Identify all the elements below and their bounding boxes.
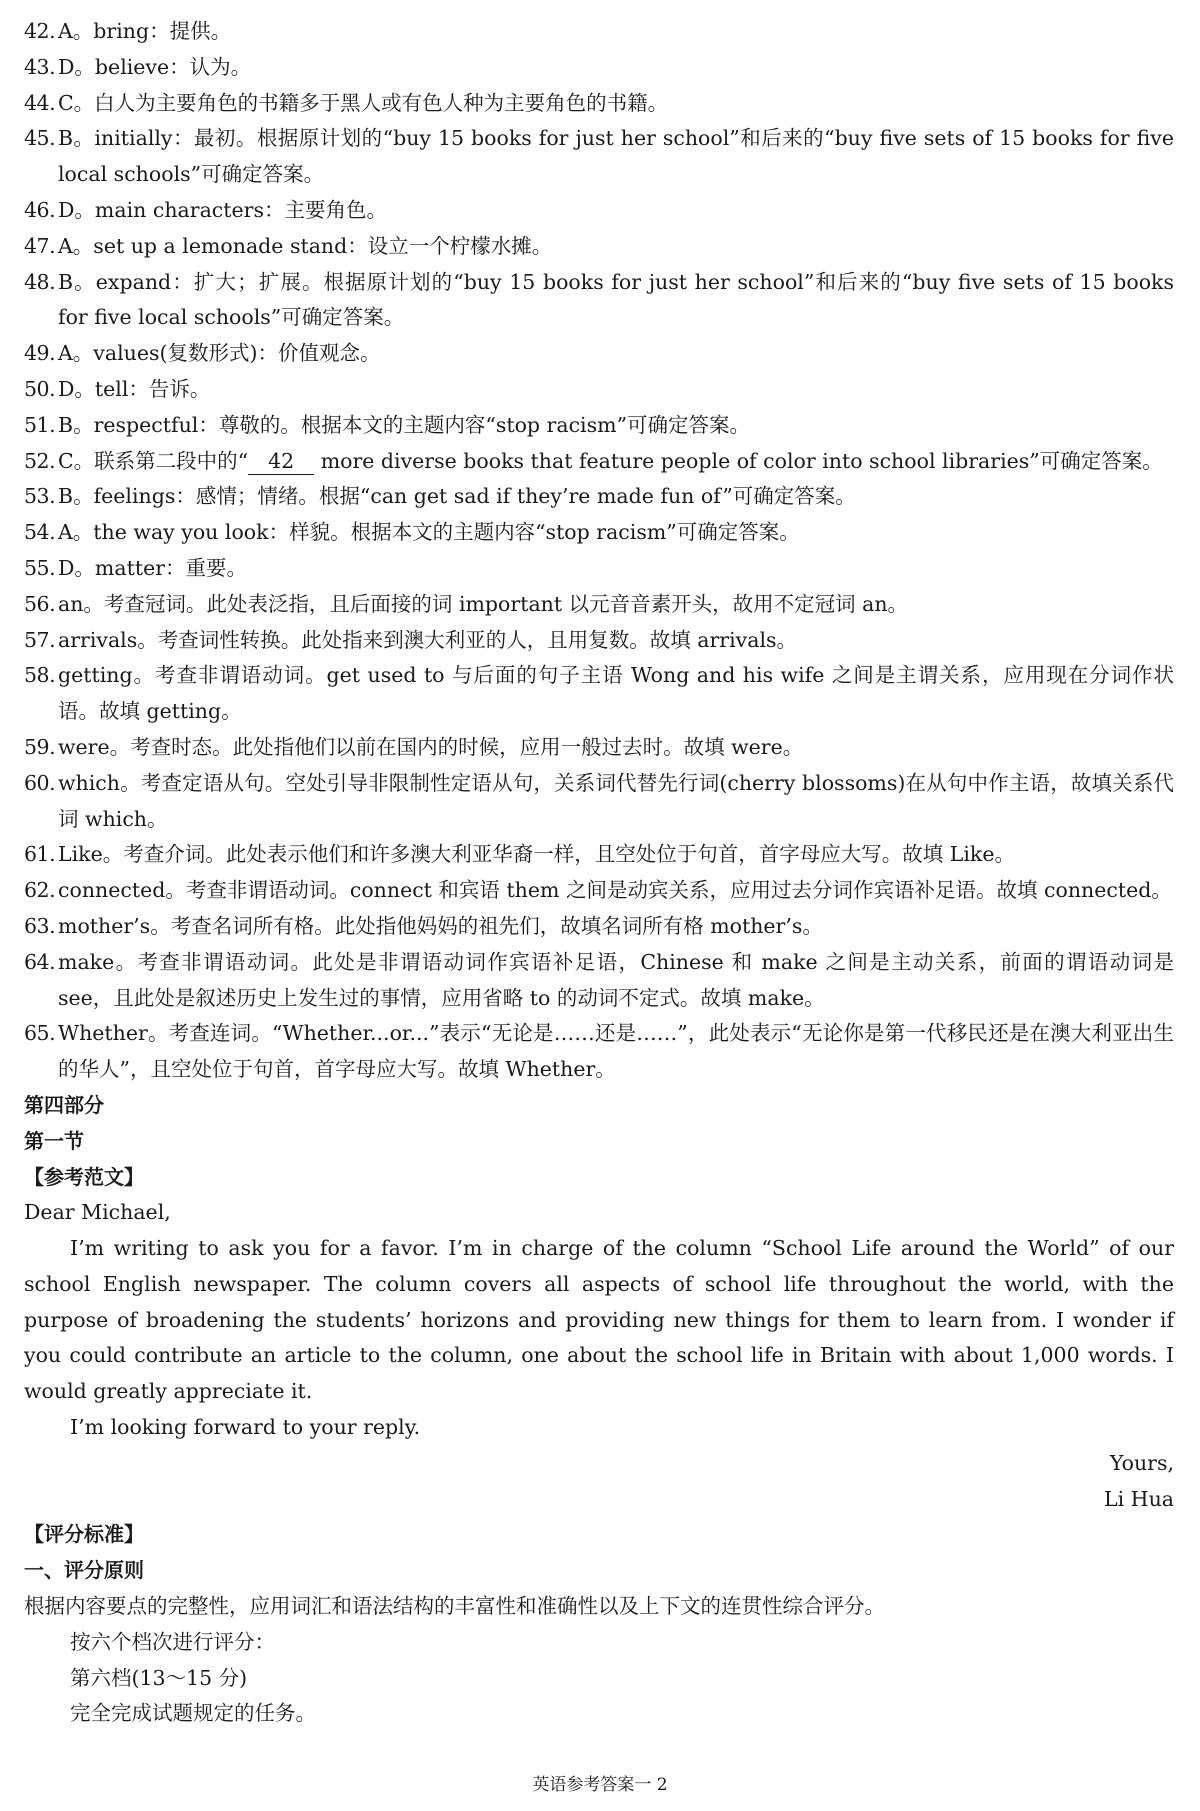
answer-number: 47. xyxy=(24,233,56,258)
answer-number: 42. xyxy=(24,19,56,43)
answer-item-65 xyxy=(24,1016,1174,1088)
answer-item-58 xyxy=(24,658,1174,730)
answer-number: 45. xyxy=(24,126,56,151)
answer-number: 54. xyxy=(24,520,56,545)
answer-item-55 xyxy=(24,551,1174,587)
answer-number: 51. xyxy=(24,412,56,437)
answer-number: 52. xyxy=(24,448,56,473)
letter-signature: Li Hua xyxy=(1104,1486,1174,1511)
answer-text: D。tell：告诉。 xyxy=(58,376,211,401)
answer-text: an。考查冠词。此处表泛指，且后面接的词 important 以元音音素开头，故用不定冠词 an。 xyxy=(58,591,909,616)
answer-text: D。matter：重要。 xyxy=(58,555,248,580)
answer-text-before-blank: C。联系第二段中的“ xyxy=(58,448,249,473)
answer-text: make。考查非谓语动词。此处是非谓语动词作宾语补足语，Chinese 和 make 之间是主动关系，前面的谓语动词是 see，且此处是叙述历史上发生过的事情，应用省略 to 的动词不定式。故填 make。 xyxy=(58,949,1174,1010)
answer-item-54 xyxy=(24,515,1174,551)
answer-page xyxy=(24,14,1174,1732)
answer-item-53 xyxy=(24,479,1174,515)
answer-number: 55. xyxy=(24,555,56,580)
answer-text: A。bring：提供。 xyxy=(58,19,232,43)
sample-essay-title: 【参考范文】 xyxy=(24,1164,144,1189)
part-title: 第四部分 xyxy=(24,1092,104,1117)
answer-text: A。values(复数形式)：价值观念。 xyxy=(58,341,381,366)
section-title: 第一节 xyxy=(24,1128,84,1153)
answer-text: B。expand：扩大；扩展。根据原计划的“buy 15 books for just her school”和后来的“buy five sets of 15 books for five local schools”可确定答案。 xyxy=(58,269,1174,330)
answer-text: which。考查定语从句。空处引导非限制性定语从句，关系词代替先行词(cherry blossoms)在从句中作主语，故填关系代词 which。 xyxy=(58,770,1174,831)
answer-number: 63. xyxy=(24,913,56,938)
answer-text: getting。考查非谓语动词。get used to 与后面的句子主语 Wong and his wife 之间是主谓关系，应用现在分词作状语。故填 getting。 xyxy=(58,663,1174,724)
answer-number: 49. xyxy=(24,341,56,366)
answer-item-56 xyxy=(24,587,1174,623)
answer-number: 56. xyxy=(24,591,56,616)
answer-number: 58. xyxy=(24,663,56,688)
answer-text: mother’s。考查名词所有格。此处指他妈妈的祖先们，故填名词所有格 mother’s。 xyxy=(58,913,823,938)
answer-item-42 xyxy=(24,14,1174,50)
answer-number: 60. xyxy=(24,770,56,795)
answer-item-52 xyxy=(24,444,1174,480)
answer-number: 53. xyxy=(24,484,56,509)
answer-text: B。initially：最初。根据原计划的“buy 15 books for just her school”和后来的“buy five sets of 15 books for five local schools”可确定答案。 xyxy=(58,126,1174,187)
answer-item-47 xyxy=(24,229,1174,265)
answer-item-64 xyxy=(24,945,1174,1017)
scoring-level-6: 第六档(13～15 分) xyxy=(70,1665,248,1690)
answer-text: C。白人为主要角色的书籍多于黑人或有色人种为主要角色的书籍。 xyxy=(58,90,669,115)
scoring-principle-text: 根据内容要点的完整性，应用词汇和语法结构的丰富性和准确性以及上下文的连贯性综合评分。 xyxy=(24,1594,885,1619)
answer-text: were。考查时态。此处指他们以前在国内的时候，应用一般过去时。故填 were。 xyxy=(58,734,804,759)
answer-text: A。set up a lemonade stand：设立一个柠檬水摊。 xyxy=(58,233,553,258)
answer-text: D。main characters：主要角色。 xyxy=(58,197,387,222)
letter-signoff: Yours, xyxy=(1109,1450,1174,1475)
answer-text: arrivals。考查词性转换。此处指来到澳大利亚的人，且用复数。故填 arrivals。 xyxy=(58,627,798,652)
scoring-title: 【评分标准】 xyxy=(24,1522,144,1547)
answer-item-60 xyxy=(24,766,1174,838)
answer-item-44 xyxy=(24,86,1174,122)
scoring-principle-title: 一、评分原则 xyxy=(24,1558,144,1583)
answer-number: 44. xyxy=(24,90,56,115)
answer-item-51 xyxy=(24,408,1174,444)
answer-item-46 xyxy=(24,193,1174,229)
answer-text-after-blank: more diverse books that feature people of color into school libraries”可确定答案。 xyxy=(314,448,1163,473)
answer-item-59 xyxy=(24,730,1174,766)
scoring-levels-intro: 按六个档次进行评分： xyxy=(70,1629,275,1654)
answer-text: D。believe：认为。 xyxy=(58,54,252,79)
answer-item-62 xyxy=(24,873,1174,909)
answer-number: 50. xyxy=(24,376,56,401)
answer-number: 43. xyxy=(24,54,56,79)
letter-greeting: Dear Michael, xyxy=(24,1200,171,1225)
page-footer: 英语参考答案一 2 xyxy=(532,1775,668,1795)
answer-item-43 xyxy=(24,50,1174,86)
answer-item-49 xyxy=(24,336,1174,372)
answer-number: 48. xyxy=(24,269,56,294)
answer-text: A。the way you look：样貌。根据本文的主题内容“stop racism”可确定答案。 xyxy=(58,520,800,545)
answer-number: 61. xyxy=(24,842,56,867)
scoring-level-6-description: 完全完成试题规定的任务。 xyxy=(70,1701,316,1726)
answer-number: 62. xyxy=(24,878,56,903)
answer-text: B。respectful：尊敬的。根据本文的主题内容“stop racism”可确定答案。 xyxy=(58,412,751,437)
answer-item-63 xyxy=(24,909,1174,945)
answer-item-61 xyxy=(24,837,1174,873)
answer-number: 57. xyxy=(24,627,56,652)
blank-reference: 42 xyxy=(248,448,314,475)
letter-closing-line: I’m looking forward to your reply. xyxy=(70,1415,421,1440)
answer-item-48 xyxy=(24,265,1174,337)
answer-number: 65. xyxy=(24,1021,56,1046)
answer-number: 64. xyxy=(24,949,56,974)
answer-text: Like。考查介词。此处表示他们和许多澳大利亚华裔一样，且空处位于句首，首字母应大写。故填 Like。 xyxy=(58,842,1015,867)
answer-text: Whether。考查连词。“Whether...or...”表示“无论是……还是……”，此处表示“无论你是第一代移民还是在澳大利亚出生的华人”，且空处位于句首，首字母应大写。故填 Whether。 xyxy=(58,1021,1174,1082)
letter-body: I’m writing to ask you for a favor. I’m in charge of the column “School Life around the World” of our school English newspaper. The column covers all aspects of school life throughout the world, with the purpose of broadening the students’ horizons and providing new things for them to learn from. I wonder if you could contribute an article to the column, one about the school life in Britain with about 1,000 words. I would greatly appreciate it. xyxy=(24,1236,1174,1404)
answer-number: 59. xyxy=(24,734,56,759)
answer-text: B。feelings：感情；情绪。根据“can get sad if they’re made fun of”可确定答案。 xyxy=(58,484,856,509)
answer-number: 46. xyxy=(24,197,56,222)
answer-item-50 xyxy=(24,372,1174,408)
answer-item-57 xyxy=(24,623,1174,659)
answer-text: connected。考查非谓语动词。connect 和宾语 them 之间是动宾关系，应用过去分词作宾语补足语。故填 connected。 xyxy=(58,878,1172,903)
answer-item-45 xyxy=(24,121,1174,193)
